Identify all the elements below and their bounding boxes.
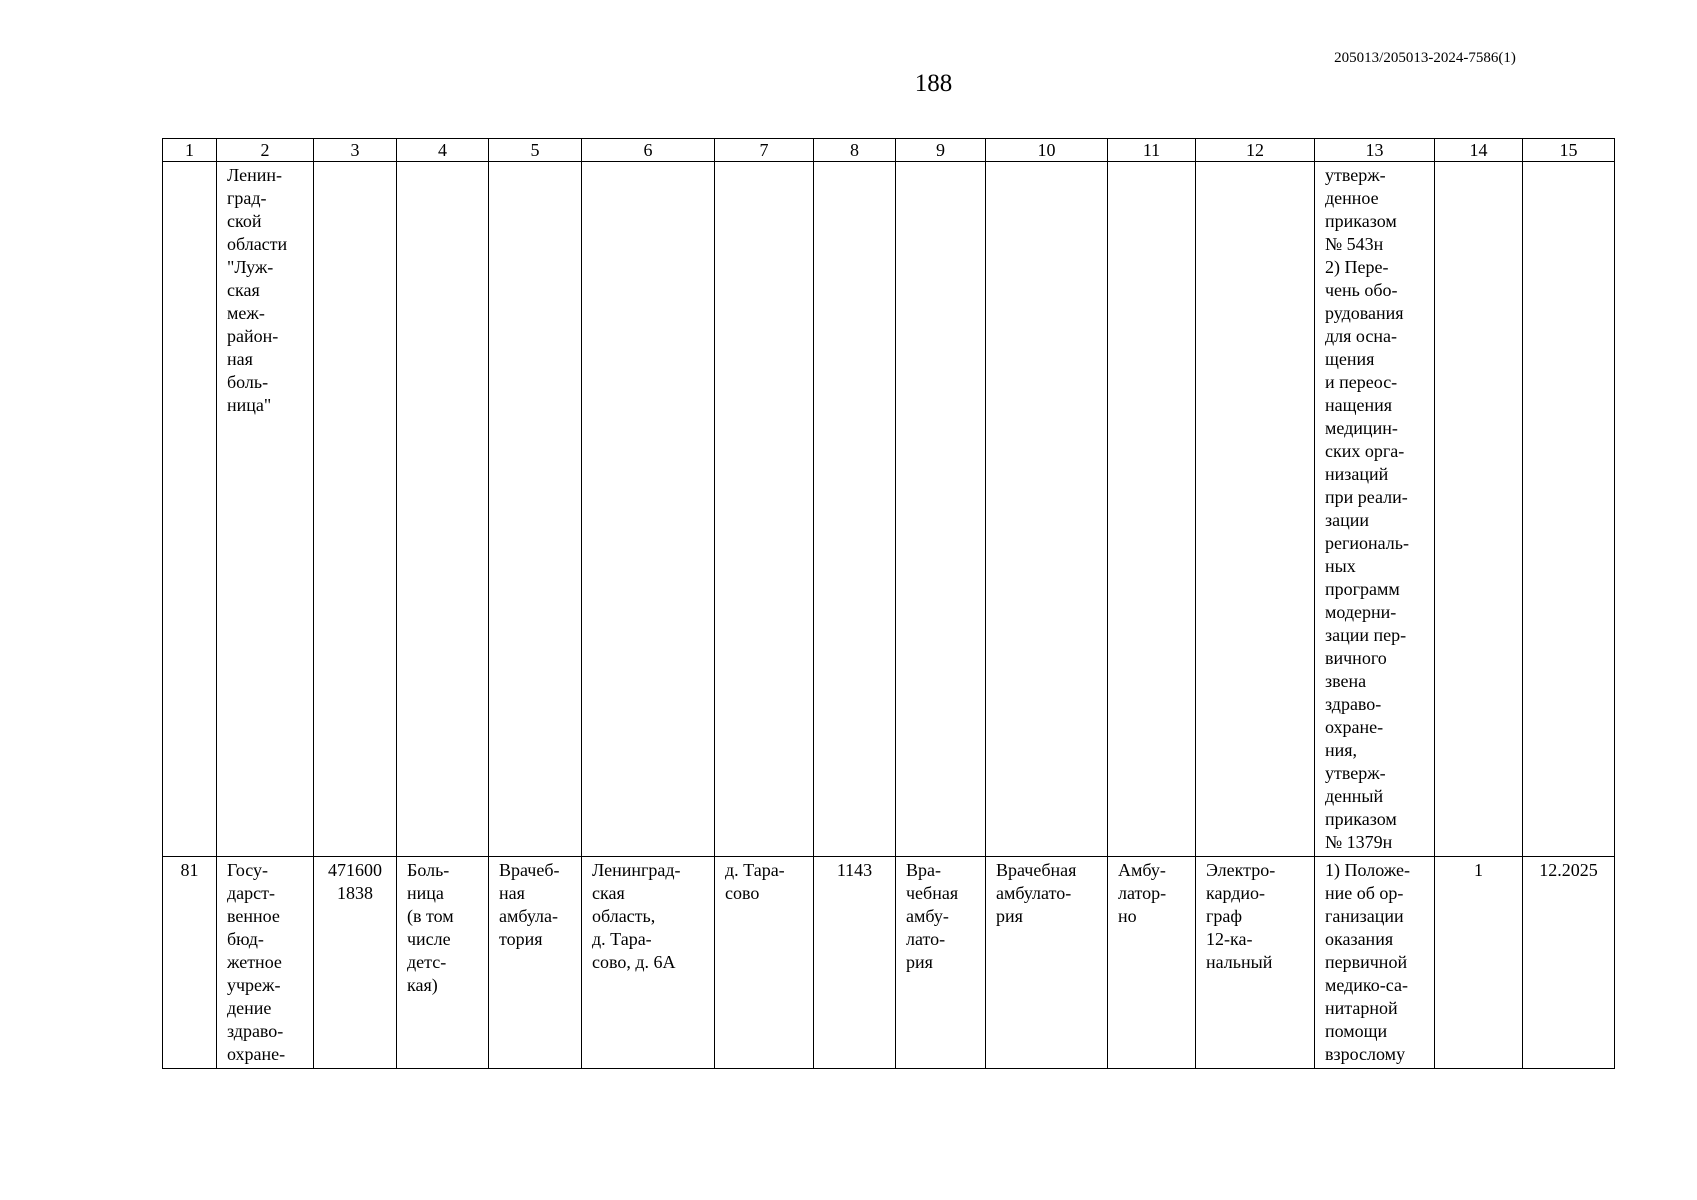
- table-cell: [896, 162, 986, 857]
- table-cell: [986, 162, 1108, 857]
- cell-text: 1: [1474, 860, 1483, 880]
- cell-text: [1108, 162, 1195, 166]
- cell-text: [715, 162, 813, 166]
- table-cell: [1523, 857, 1615, 1069]
- table-cell: [715, 857, 814, 1069]
- table-cell: [1315, 857, 1435, 1069]
- column-header: 15: [1523, 139, 1615, 162]
- cell-text: д. Тара- сово: [725, 860, 785, 903]
- table-cell: [163, 857, 217, 1069]
- column-header: 7: [715, 139, 814, 162]
- cell-text: Электро- кардио- граф 12-ка- нальный: [1206, 860, 1276, 972]
- column-header: 3: [314, 139, 397, 162]
- cell-text: Ленин- град- ской области "Луж- ская меж- район- ная боль- ница": [227, 165, 288, 415]
- table-cell: [217, 162, 314, 857]
- table-cell: [1435, 162, 1523, 857]
- cell-text: утверж- денное приказом № 543н 2) Пере- чень обо- рудования для осна- щения и переос- нащения медицин- ских орга- низаций при реали- зации региональ- ных программ модерни- зации пер- вичного звена здраво- охране- ния, утверж- денный приказом № 1379н: [1325, 165, 1409, 852]
- column-header: 6: [582, 139, 715, 162]
- data-table: [162, 138, 1615, 1069]
- column-header: 2: [217, 139, 314, 162]
- cell-text: [814, 162, 895, 166]
- table-cell: [1523, 162, 1615, 857]
- table-cell: [986, 857, 1108, 1069]
- column-header: 1: [163, 139, 217, 162]
- column-header: 10: [986, 139, 1108, 162]
- table-cell: [814, 162, 896, 857]
- table-cell: [814, 857, 896, 1069]
- cell-text: [1523, 162, 1614, 166]
- table-cell: [1196, 162, 1315, 857]
- table-cell: [217, 857, 314, 1069]
- table-cell: [397, 162, 489, 857]
- table-cell: [896, 857, 986, 1069]
- page-number: 188: [914, 70, 953, 97]
- column-header: 13: [1315, 139, 1435, 162]
- cell-text: Госу- дарст- венное бюд- жетное учреж- дение здраво- охране-: [227, 860, 286, 1064]
- cell-text: Ленинград- ская область, д. Тара- сово, д. 6А: [592, 860, 681, 972]
- cell-text: 81: [180, 860, 199, 880]
- table-cell: [1315, 162, 1435, 857]
- table-cell: [1435, 857, 1523, 1069]
- cell-text: [1435, 162, 1522, 166]
- table-cell: [314, 857, 397, 1069]
- column-header: 5: [489, 139, 582, 162]
- table-cell: [582, 857, 715, 1069]
- column-header: 14: [1435, 139, 1523, 162]
- cell-text: Врачебная амбулато- рия: [996, 860, 1077, 926]
- cell-text: Амбу- латор- но: [1118, 860, 1167, 926]
- cell-text: 12.2025: [1539, 860, 1598, 880]
- column-header: 11: [1108, 139, 1196, 162]
- cell-text: Врачеб- ная амбула- тория: [499, 860, 560, 949]
- table-cell: [489, 857, 582, 1069]
- cell-text: [314, 162, 396, 166]
- table-cell: [1108, 162, 1196, 857]
- table-cell: [397, 857, 489, 1069]
- table-cell: [314, 162, 397, 857]
- cell-text: [163, 162, 216, 166]
- cell-text: Вра- чебная амбу- лато- рия: [906, 860, 959, 972]
- table-row: [163, 162, 1615, 857]
- cell-text: 471600 1838: [328, 860, 382, 903]
- cell-text: 1143: [836, 860, 873, 880]
- cell-text: [896, 162, 985, 166]
- cell-text: [986, 162, 1107, 166]
- cell-text: [1196, 162, 1314, 166]
- cell-text: [397, 162, 488, 166]
- cell-text: [582, 162, 714, 166]
- table-row: [163, 857, 1615, 1069]
- column-header: 9: [896, 139, 986, 162]
- table-cell: [163, 162, 217, 857]
- table-cell: [1108, 857, 1196, 1069]
- column-header: 12: [1196, 139, 1315, 162]
- cell-text: 1) Положе- ние об ор- ганизации оказания первичной медико-са- нитарной помощи взрослому: [1325, 860, 1410, 1064]
- cell-text: Боль- ница (в том числе детс- кая): [407, 860, 454, 995]
- table-cell: [1196, 857, 1315, 1069]
- table-cell: [489, 162, 582, 857]
- header-row: [163, 139, 1615, 162]
- table-cell: [715, 162, 814, 857]
- document-id: 205013/205013-2024-7586(1): [1334, 50, 1516, 66]
- table-cell: [582, 162, 715, 857]
- cell-text: [489, 162, 581, 166]
- column-header: 8: [814, 139, 896, 162]
- column-header: 4: [397, 139, 489, 162]
